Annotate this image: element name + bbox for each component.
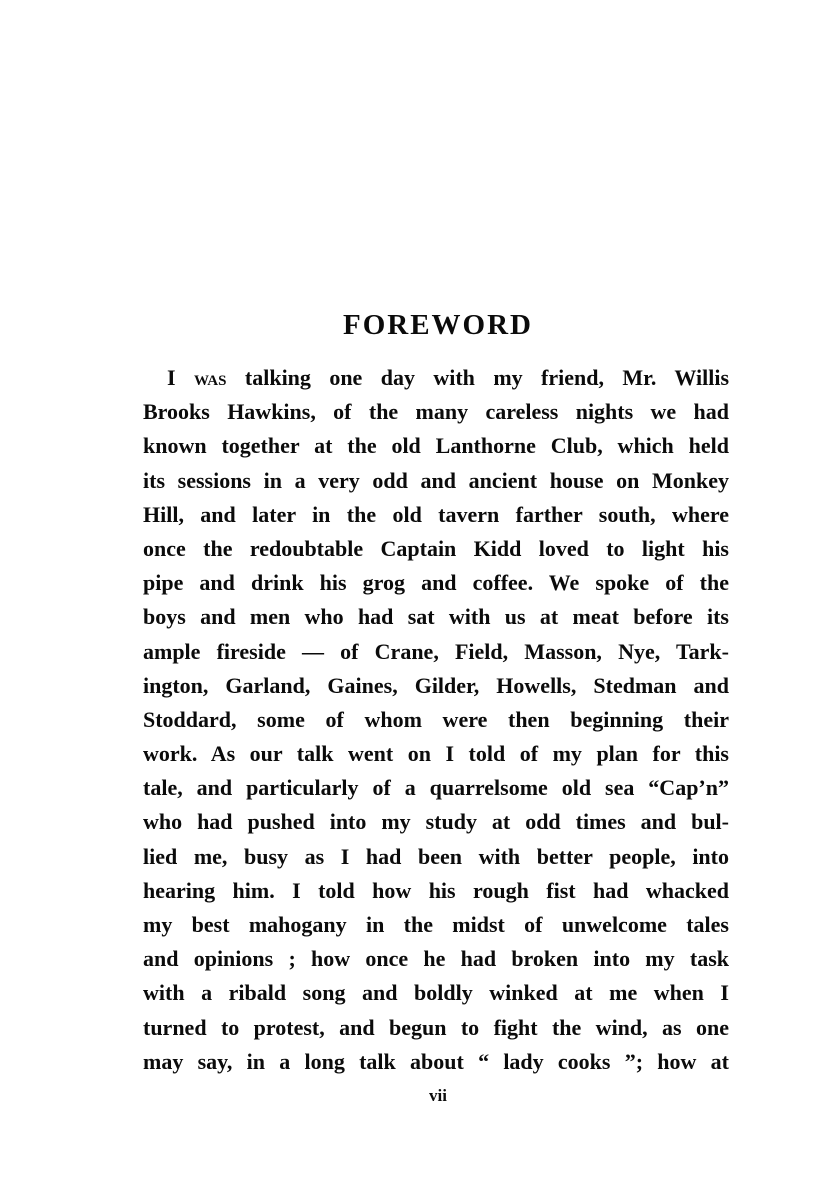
text-line-16: hearing him. I told how his rough fist had whacked bbox=[143, 877, 729, 903]
small-caps-word: was bbox=[193, 365, 227, 390]
text-line-18: and opinions ; how once he had broken into my task bbox=[143, 946, 729, 972]
text-line-7: pipe and drink his grog and coffee. We spoke of the bbox=[143, 570, 729, 596]
page-number: vii bbox=[429, 1086, 447, 1105]
first-line-rest: talking one day with my friend, Mr. Willis bbox=[244, 365, 730, 390]
text-line-12: work. As our talk went on I told of my plan for this bbox=[143, 741, 729, 767]
text-line-6: once the redoubtable Captain Kidd loved to light his bbox=[143, 535, 729, 561]
text-line-20: turned to protest, and begun to fight the wind, as one bbox=[143, 1014, 729, 1040]
text-line-2: Brooks Hawkins, of the many careless nights we had bbox=[143, 399, 729, 425]
text-line-17: my best mahogany in the midst of unwelcome tales bbox=[143, 912, 729, 937]
text-line-13: tale, and particularly of a quarrelsome old sea “Cap’n” bbox=[143, 775, 729, 801]
text-line-4: its sessions in a very odd and ancient house on Monkey bbox=[143, 467, 729, 493]
text-line-14: who had pushed into my study at odd times and bul- bbox=[143, 809, 729, 835]
initial-word: I bbox=[167, 365, 176, 390]
text-line-19: with a ribald song and boldly winked at me when I bbox=[143, 980, 729, 1006]
text-line-11: Stoddard, some of whom were then beginning their bbox=[143, 706, 729, 732]
text-line-3: known together at the old Lanthorne Club, which held bbox=[143, 433, 729, 459]
text-line-15: lied me, busy as I had been with better people, into bbox=[143, 843, 729, 869]
text-line-8: boys and men who had sat with us at meat before its bbox=[143, 604, 729, 630]
chapter-heading: FOREWORD bbox=[343, 309, 533, 342]
text-line-5: Hill, and later in the old tavern farther south, where bbox=[143, 501, 729, 527]
text-line-21: may say, in a long talk about “ lady cooks ”; how at bbox=[143, 1048, 729, 1074]
text-line-9: ample fireside — of Crane, Field, Masson, Nye, Tark- bbox=[143, 638, 729, 664]
text-line-10: ington, Garland, Gaines, Gilder, Howells, Stedman and bbox=[143, 672, 729, 698]
text-line-1 bbox=[143, 361, 729, 395]
foreword-text bbox=[143, 361, 729, 1079]
